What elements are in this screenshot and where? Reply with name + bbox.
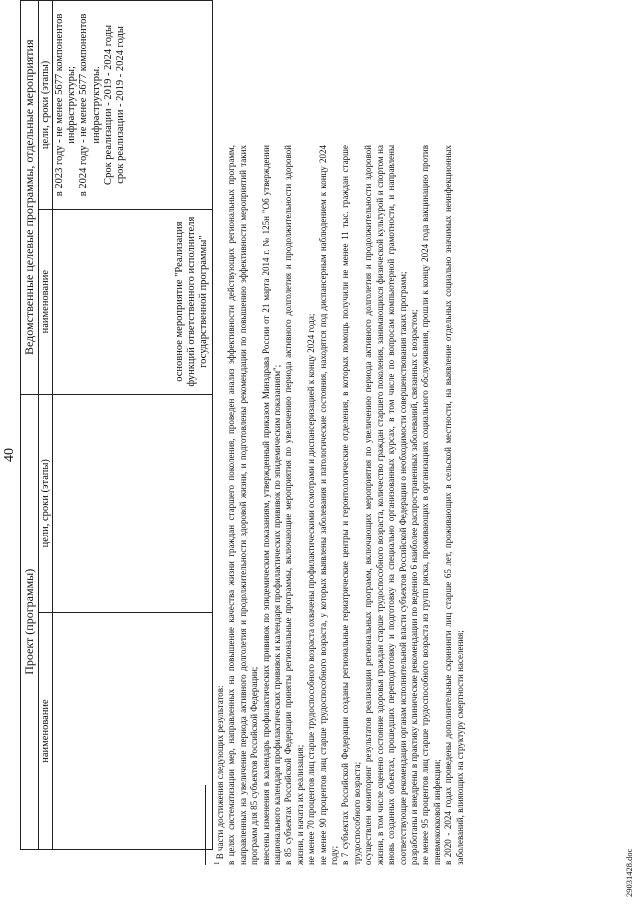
table-cell-empty xyxy=(53,394,213,613)
goals-column-header-2: цели, сроки (этапы) xyxy=(39,1,53,210)
goal-line: срок реализации - 2019 - 2024 годы xyxy=(115,26,127,184)
footnote-item: не менее 95 процентов лиц старше трудоспособного возраста из групп риска, проживающих в организациях социального обслуживания, прошли к концу 2024 года вакцинацию против пневмококковой инфекции; xyxy=(420,145,442,865)
name-column-header-2: наименование xyxy=(39,209,53,394)
table-cell-activity xyxy=(53,209,213,394)
departmental-group-header: Ведомственные целевые программы, отдельные мероприятия xyxy=(21,1,39,395)
table-cell-empty xyxy=(53,613,213,850)
page-number: 40 xyxy=(2,448,17,462)
project-group-header: Проект (программы) xyxy=(21,394,39,849)
footnote-item: в целях систематизации мер, направленных на повышение качества жизни граждан старшего поколения, проведен анализ эффективности действующих региональных программ, направленных на увеличение периода активного долголетия и продолжительности здоровой жизни, и подготовлены рекомендации по повышению эффективности мероприятий таких программ для 85 субъектов Российской Федерации; xyxy=(226,145,260,865)
footnote-item: не менее 70 процентов лиц старше трудоспособного возраста охвачены профилактическими осмотрами и диспансеризацией к концу 2024 года; xyxy=(306,313,317,865)
name-column-header: наименование xyxy=(39,613,53,850)
footnote-item: в 2020 - 2024 годах проведены дополнительные скрининги лиц старше 65 лет, проживающих в сельской местности, на выявление отдельных социально значимых неинфекционных заболеваний, влияющих на структуру смертности населения; xyxy=(443,145,465,865)
goal-line: Срок реализации - 2019 - 2024 годы xyxy=(102,24,114,185)
goal-line: в 2023 году - не менее 5677 компонентов инфраструктуры; xyxy=(54,13,78,197)
footnote-item: не менее 90 процентов лиц старше трудоспособного возраста, у которых выявлены заболевания и патологические состояния, находятся под диспансерным наблюдением к концу 2024 году; xyxy=(317,145,340,865)
footnote-item: в 7 субъектах Российской Федерации созданы региональные гериатрические центры и геронтологические отделения, в которых помощь получили не менее 11 тыс. граждан старше трудоспособного возраста; xyxy=(340,145,362,865)
table-cell-goals xyxy=(53,1,213,210)
activity-text: основное мероприятие "Реализация функций ответственного исполнителя государственной программы" xyxy=(174,216,210,387)
footnote-item: разработаны и внедрены в практику клинические рекомендации по ведению 6 наиболее распространенных заболеваний, связанных с возрастом; xyxy=(408,309,419,865)
footnote-item: осуществлен мониторинг результатов реализации региональных программ, включающих мероприятия по увеличению периода активного долголетия и продолжительности здоровой жизни, в том числе оценено состояние здоровья граждан старше трудоспособного возраста, количество граждан старшего поколения, занимающихся физической культурой и спортом на вновь созданных объектах, прошедших переподготовку и подготовку на специально организованных курсах, в том числе по вопросам компьютерной грамотности, и направлены соответствующие рекомендации органам исполнительной власти субъектов Российской Федерации о необходимости совершенствования таких программ; xyxy=(363,145,408,865)
goal-line: в 2024 году - не менее 5677 компонентов инфраструктуры. xyxy=(78,13,102,197)
table-row xyxy=(53,1,213,850)
footnote xyxy=(212,145,466,865)
footnote-intro: В части достижения следующих результатов: xyxy=(215,685,225,860)
goals-column-header: цели, сроки (этапы) xyxy=(39,394,53,613)
footnote-item: внесены изменения в календарь профилактических прививок по эпидемическим показаниям, утвержденный приказом Минздрава России от 21 марта 2014 г. № 125н "Об утверждении национального календаря профилактических прививок и календаря профилактических прививок по эпидемическим показаниям"; xyxy=(260,145,283,865)
footnote-item: в 85 субъектах Российской Федерации приняты региональные программы, включающие мероприятия по увеличению периода активного долголетия и продолжительности здоровой жизни, и начата их реализация; xyxy=(283,145,305,865)
program-table xyxy=(20,0,213,850)
footnote-marker: 1 xyxy=(213,861,221,865)
document-id: 29031428.doc xyxy=(624,848,634,897)
footnote-divider xyxy=(205,785,206,865)
